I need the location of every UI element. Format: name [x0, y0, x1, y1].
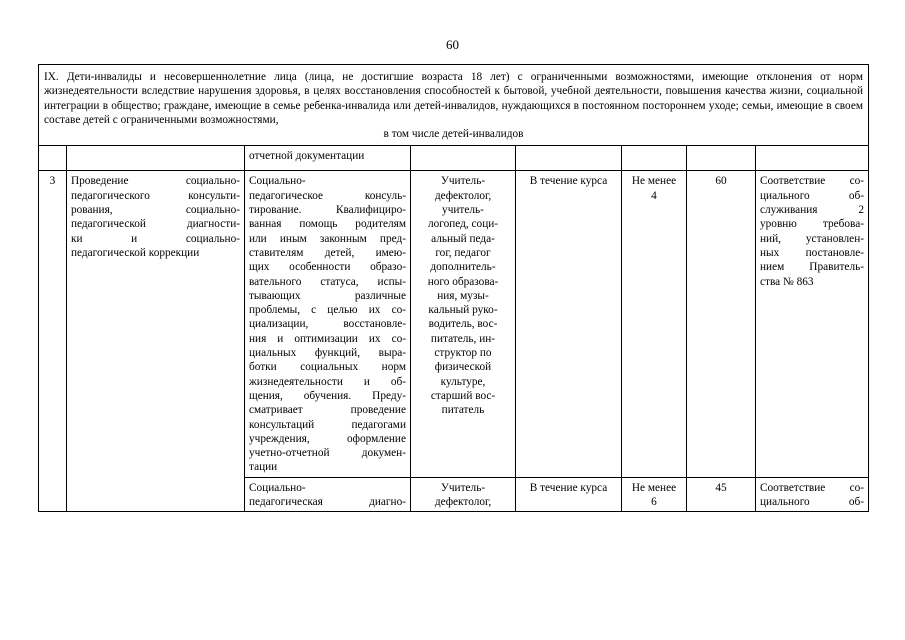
cell-line: тирование. Квалифициро-: [249, 204, 406, 217]
cell-line: циализации, восстановле-: [249, 318, 406, 331]
cell-line: щения, обучения. Преду-: [249, 389, 406, 402]
section-header: [39, 65, 869, 146]
cell-line: вательного статуса, испы-: [249, 275, 406, 288]
section-header-row: [39, 65, 869, 146]
cell-line: 6: [651, 496, 657, 509]
period-cell: [516, 146, 622, 171]
continued-row: [39, 146, 869, 171]
specialists-diagnostics: [411, 477, 516, 512]
cell-line: Учитель-: [440, 481, 486, 494]
cell-line: ставителям детей, имею-: [249, 246, 406, 259]
section-header-last-line: в том числе детей-инвалидов: [383, 128, 524, 141]
cell-line: 4: [651, 189, 657, 202]
service-number: 3: [39, 171, 67, 512]
cell-line: Социально-: [249, 481, 306, 494]
cell-line: питатель, ин-: [430, 332, 496, 345]
cell-line: кальный руко-: [428, 304, 498, 317]
cell-line: ства № 863: [760, 275, 814, 288]
services-table: [38, 64, 869, 512]
cell-line: сматривает проведение: [249, 404, 406, 417]
cell-line: ки и социально-: [71, 232, 240, 245]
cell-line: ния и оптимизации их со-: [249, 332, 406, 345]
specialists-consulting: [411, 171, 516, 477]
minimum-diagnostics: [622, 477, 687, 512]
duration-cell: [687, 146, 756, 171]
standard-diagnostics: [756, 477, 869, 512]
service-row: [39, 171, 869, 477]
cell-line: жизнедеятельности и об-: [249, 375, 406, 388]
cell-line: проблемы, с целью их со-: [249, 304, 406, 317]
section-header-text: IX. Дети-инвалиды и несовершеннолетние лица (лица, не достигшие возраста 18 лет) с ограниченными возможностями, имеющие отклонения от норм жизнедеятельности вследствие нарушения здоровья, в целях восстановления способностей к бытовой, учебной деятельности, повышения качества жизни, социальной интеграции в общество; граждане, имеющие в семье ребенка-инвалида или детей-инвалидов, нуждающихся в постоянном постороннем уходе; семьи, имеющие в своем составе детей с ограниченными возможностями,: [44, 71, 863, 126]
cell-line: ний, установлен-: [760, 232, 864, 245]
description-diagnostics: [245, 477, 411, 512]
cell-line: ния, музы-: [437, 289, 489, 302]
cell-line: циального об-: [760, 496, 864, 509]
cell-line: Соответствие со-: [760, 481, 864, 494]
duration-consulting: 60: [687, 171, 756, 477]
cell-line: Соответствие со-: [760, 175, 864, 188]
cell-line: тации: [249, 461, 278, 474]
standard-cell: [756, 146, 869, 171]
cell-line: ного образова-: [427, 275, 499, 288]
cell-line: педагогической коррекции: [71, 246, 200, 259]
cell-line: щих особенности образо-: [249, 261, 406, 274]
minimum-consulting: [622, 171, 687, 477]
cell-line: служивания 2: [760, 204, 864, 217]
cell-line: учитель-: [442, 204, 484, 217]
service-name: [67, 171, 245, 512]
cell-line: циального об-: [760, 189, 864, 202]
cell-line: Не менее: [631, 481, 677, 494]
cell-line: питатель: [441, 404, 485, 417]
cell-line: альный педа-: [431, 232, 495, 245]
cell-line: Проведение социально-: [71, 175, 240, 188]
cell-line: или иным законным пред-: [249, 232, 406, 245]
cell-line: Учитель-: [440, 175, 486, 188]
cell-line: педагогическое консуль-: [249, 189, 406, 202]
page-number: 60: [446, 37, 459, 52]
period-consulting: В течение курса: [516, 171, 622, 477]
cell-line: Не менее: [631, 175, 677, 188]
cell-line: рования, социально-: [71, 204, 240, 217]
cell-line: учреждения, оформление: [249, 432, 406, 445]
number-cell: [39, 146, 67, 171]
cell-line: физической: [434, 361, 492, 374]
cell-line: гог, педагог: [435, 246, 491, 259]
cell-line: тывающих различные: [249, 289, 406, 302]
cell-line: педагогической диагности-: [71, 218, 240, 231]
cell-line: консультаций педагогами: [249, 418, 406, 431]
cell-line: дефектолог,: [434, 189, 492, 202]
cell-line: водитель, вос-: [428, 318, 498, 331]
cell-line: логопед, соци-: [427, 218, 499, 231]
cell-line: дополнитель-: [430, 261, 496, 274]
cell-line: старший вос-: [430, 389, 496, 402]
cell-line: дефектолог,: [434, 496, 492, 509]
duration-diagnostics: 45: [687, 477, 756, 512]
cell-line: циальных функций, выра-: [249, 347, 406, 360]
service-name-cell: [67, 146, 245, 171]
cell-line: уровню требова-: [760, 218, 864, 231]
cell-line: педагогического консульти-: [71, 189, 240, 202]
cell-line: ванная помощь родителям: [249, 218, 406, 231]
cell-line: ных постановле-: [760, 246, 864, 259]
specialists-cell: [411, 146, 516, 171]
cell-line: культуре,: [440, 375, 486, 388]
cell-line: ботки социальных норм: [249, 361, 406, 374]
cell-line: нием Правитель-: [760, 261, 864, 274]
cell-line: педагогическая диагно-: [249, 496, 406, 509]
cell-line: учетно-отчетной докумен-: [249, 447, 406, 460]
standard-consulting: [756, 171, 869, 477]
cell-line: Социально-: [249, 175, 306, 188]
cell-line: структор по: [434, 347, 492, 360]
minimum-cell: [622, 146, 687, 171]
description-cell: отчетной документации: [245, 146, 411, 171]
period-diagnostics: В течение курса: [516, 477, 622, 512]
description-consulting: [245, 171, 411, 477]
